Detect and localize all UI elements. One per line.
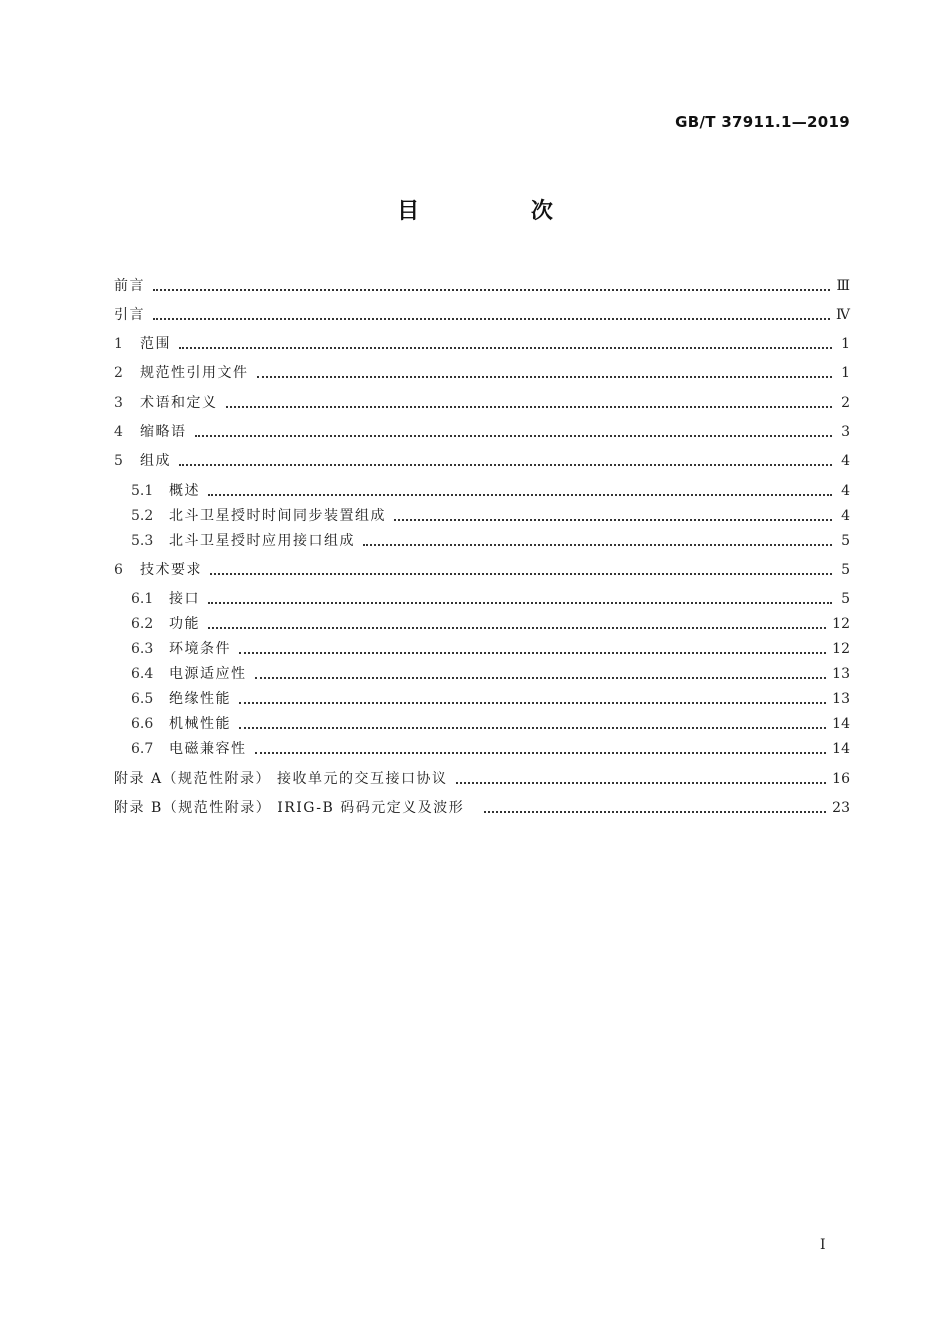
toc-entry-5-2[interactable] [131, 503, 850, 525]
toc-entry-number: 4 [114, 424, 123, 440]
toc-entry-label: 机械性能 [169, 716, 231, 732]
toc-entry-label: 附录 A（规范性附录） 接收单元的交互接口协议 [114, 771, 448, 787]
toc-leader-dots [363, 544, 832, 546]
toc-page-number: Ⅲ [836, 278, 850, 294]
toc-leader-dots [239, 702, 826, 704]
toc-page-number: 3 [841, 424, 850, 440]
toc-entry-label: 电磁兼容性 [169, 741, 247, 757]
toc-page-number: 13 [832, 691, 850, 707]
toc-entry-label: 北斗卫星授时时间同步装置组成 [169, 508, 386, 524]
toc-entry-label: 技术要求 [140, 562, 202, 578]
toc-leader-dots [484, 811, 826, 813]
toc-entry-number: 5 [114, 453, 123, 469]
toc-page-number: 5 [841, 591, 850, 607]
toc-entry-1[interactable] [114, 331, 850, 353]
toc-page-number: Ⅳ [836, 307, 850, 323]
toc-entry-label: 范围 [140, 336, 171, 352]
toc-page-number: 5 [841, 562, 850, 578]
toc-entry-label: 附录 B（规范性附录） IRIG-B 码码元定义及波形 [114, 800, 465, 816]
toc-entry-annex-a[interactable] [114, 766, 850, 788]
toc-entry-3[interactable] [114, 390, 850, 412]
toc-entry-6-4[interactable] [131, 661, 850, 683]
toc-leader-dots [239, 652, 826, 654]
toc-entry-number: 2 [114, 365, 123, 381]
toc-entry-label: 北斗卫星授时应用接口组成 [169, 533, 355, 549]
toc-leader-dots [226, 406, 833, 408]
toc-entry-5-1[interactable] [131, 478, 850, 500]
toc-entry-number: 6.3 [131, 641, 154, 657]
toc-entry-5[interactable] [114, 448, 850, 470]
toc-entry-label: 组成 [140, 453, 171, 469]
toc-entry-5-3[interactable] [131, 528, 850, 550]
toc-leader-dots [208, 627, 826, 629]
toc-entry-6-6[interactable] [131, 711, 850, 733]
toc-entry-2[interactable] [114, 360, 850, 382]
toc-entry-number: 5.3 [131, 533, 154, 549]
toc-entry-6-2[interactable] [131, 611, 850, 633]
toc-leader-dots [153, 318, 830, 320]
toc-page-number: 16 [832, 771, 850, 787]
toc-entry-label: 接口 [169, 591, 200, 607]
footer-page-number: I [820, 1237, 826, 1253]
toc-entry-number: 6.2 [131, 616, 154, 632]
toc-page-number: 4 [841, 483, 850, 499]
toc-entry-label: 功能 [169, 616, 200, 632]
toc-leader-dots [255, 677, 827, 679]
toc-page-number: 12 [832, 641, 850, 657]
toc-leader-dots [255, 752, 827, 754]
toc-entry-4[interactable] [114, 419, 850, 441]
toc-page-number: 14 [832, 741, 850, 757]
toc-entry-6[interactable] [114, 557, 850, 579]
toc-entry-label: 环境条件 [169, 641, 231, 657]
toc-entry-number: 6.5 [131, 691, 154, 707]
toc-entry-label: 术语和定义 [140, 395, 218, 411]
toc-entry-label: 前言 [114, 278, 145, 294]
toc-entry-number: 6.4 [131, 666, 154, 682]
toc-leader-dots [239, 727, 826, 729]
toc-entry-6-1[interactable] [131, 586, 850, 608]
toc-entry-number: 6.7 [131, 741, 154, 757]
toc-entry-number: 6 [114, 562, 123, 578]
toc-entry-label: 缩略语 [140, 424, 187, 440]
toc-entry-number: 5.1 [131, 483, 154, 499]
toc-entry-label: 概述 [169, 483, 200, 499]
toc-page-number: 2 [841, 395, 850, 411]
toc-page-number: 4 [841, 508, 850, 524]
toc-entry-6-3[interactable] [131, 636, 850, 658]
toc-leader-dots [179, 347, 832, 349]
toc-page-number: 1 [841, 336, 850, 352]
toc-leader-dots [456, 782, 827, 784]
toc-page-number: 13 [832, 666, 850, 682]
toc-entry-foreword[interactable] [114, 273, 850, 295]
toc-entry-number: 6.1 [131, 591, 154, 607]
toc-leader-dots [208, 494, 832, 496]
toc-leader-dots [257, 376, 833, 378]
toc-entry-number: 1 [114, 336, 123, 352]
toc-entry-label: 引言 [114, 307, 145, 323]
toc-page-number: 14 [832, 716, 850, 732]
standard-code: GB/T 37911.1—2019 [675, 113, 850, 131]
toc-entry-6-7[interactable] [131, 736, 850, 758]
toc-entry-annex-b[interactable] [114, 795, 850, 817]
page-title: 目 次 [397, 199, 605, 224]
toc-entry-label: 规范性引用文件 [140, 365, 249, 381]
toc-page-number: 1 [841, 365, 850, 381]
toc-entry-label: 电源适应性 [169, 666, 247, 682]
toc-leader-dots [208, 602, 832, 604]
toc-page-number: 5 [841, 533, 850, 549]
toc-leader-dots [210, 573, 832, 575]
toc-page-number: 23 [832, 800, 850, 816]
toc-entry-label: 绝缘性能 [169, 691, 231, 707]
toc-page-number: 12 [832, 616, 850, 632]
toc-entry-6-5[interactable] [131, 686, 850, 708]
toc-page-number: 4 [841, 453, 850, 469]
toc-leader-dots [153, 289, 830, 291]
toc-entry-number: 3 [114, 395, 123, 411]
toc-leader-dots [179, 464, 832, 466]
toc-entry-number: 5.2 [131, 508, 154, 524]
toc-leader-dots [394, 519, 832, 521]
toc-leader-dots [195, 435, 833, 437]
toc-entry-introduction[interactable] [114, 302, 850, 324]
toc-entry-number: 6.6 [131, 716, 154, 732]
